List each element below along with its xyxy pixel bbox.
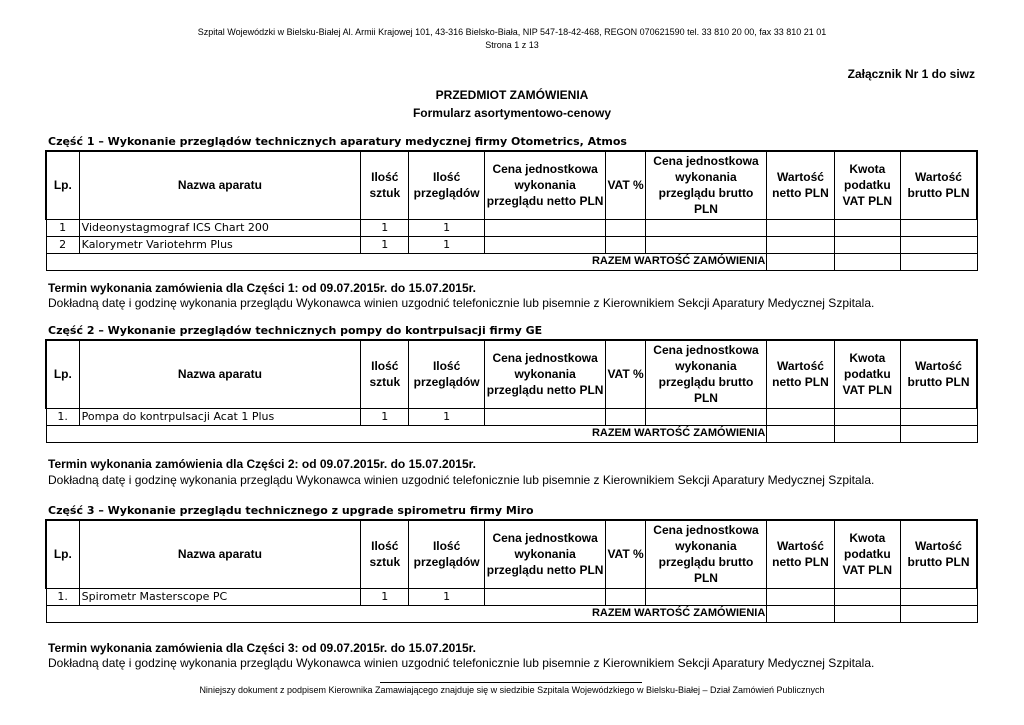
- col-qty: Ilość sztuk: [361, 520, 409, 588]
- part-3-term: Termin wykonania zamówienia dla Części 3: od 09.07.2015r. do 15.07.2015r.: [48, 641, 476, 655]
- col-unit-gross: Cena jednostkowa wykonania przeglądu brutto PLN: [645, 340, 767, 408]
- col-value-gross: Wartość brutto PLN: [901, 340, 978, 408]
- total-tax[interactable]: [834, 425, 900, 442]
- part-1-title: Część 1 – Wykonanie przeglądów technicznych aparatury medycznej firmy Otometrics, Atmos: [48, 135, 627, 148]
- cell-unit-gross[interactable]: [645, 219, 767, 236]
- total-value-gross[interactable]: [901, 253, 978, 270]
- total-label: RAZEM WARTOŚĆ ZAMÓWIENIA: [46, 425, 767, 442]
- cell-lp: 2: [46, 236, 79, 253]
- col-value-gross: Wartość brutto PLN: [901, 151, 978, 219]
- cell-qty: 1: [361, 408, 409, 425]
- cell-value-net[interactable]: [767, 588, 834, 605]
- document-subtitle: Formularz asortymentowo-cenowy: [412, 106, 612, 120]
- header-address: Szpital Wojewódzki w Bielsku-Białej Al. Armii Krajowej 101, 43-316 Bielsko-Biała, NIP 547-18-42-468, REGON 070621590 tel. 33 810 20 00, fax 33 810 21 01: [197, 27, 827, 37]
- cell-qty: 1: [361, 219, 409, 236]
- col-unit-gross: Cena jednostkowa wykonania przeglądu brutto PLN: [645, 520, 767, 588]
- footer-text: Niniejszy dokument z podpisem Kierownika Zamawiającego znajduje się w siedzibie Szpitala Wojewódzkiego w Bielsku-Białej – Dział Zamówień Publicznych: [199, 685, 825, 695]
- total-label: RAZEM WARTOŚĆ ZAMÓWIENIA: [46, 253, 767, 270]
- cell-value-gross[interactable]: [901, 236, 978, 253]
- cell-value-net[interactable]: [767, 236, 834, 253]
- cell-name: Kalorymetr Variotehrm Plus: [79, 236, 361, 253]
- total-value-net[interactable]: [767, 605, 834, 622]
- col-vat: VAT %: [606, 151, 645, 219]
- cell-tax[interactable]: [834, 408, 900, 425]
- col-reviews: Ilość przeglądów: [409, 340, 484, 408]
- cell-tax[interactable]: [834, 588, 900, 605]
- part-2-note: Dokładną datę i godzinę wykonania przeglądu Wykonawca winien uzgodnić telefonicznie lub pisemnie z Kierownikiem Sekcji Aparatury Medycznej Szpitala.: [48, 473, 875, 487]
- total-value-net[interactable]: [767, 425, 834, 442]
- table-row: [46, 408, 977, 425]
- cell-vat[interactable]: [606, 408, 645, 425]
- document-title: PRZEDMIOT ZAMÓWIENIA: [435, 88, 589, 102]
- col-value-net: Wartość netto PLN: [767, 151, 834, 219]
- cell-name: Pompa do kontrpulsacji Acat 1 Plus: [79, 408, 361, 425]
- col-tax: Kwota podatku VAT PLN: [834, 151, 900, 219]
- col-qty: Ilość sztuk: [361, 340, 409, 408]
- cell-reviews: 1: [409, 219, 484, 236]
- cell-lp: 1.: [46, 408, 79, 425]
- col-unit-net: Cena jednostkowa wykonania przeglądu netto PLN: [484, 340, 606, 408]
- cell-reviews: 1: [409, 236, 484, 253]
- table-row: [46, 236, 977, 253]
- col-lp: Lp.: [46, 340, 79, 408]
- cell-value-net[interactable]: [767, 408, 834, 425]
- cell-reviews: 1: [409, 408, 484, 425]
- col-name: Nazwa aparatu: [79, 520, 361, 588]
- cell-unit-gross[interactable]: [645, 236, 767, 253]
- col-value-net: Wartość netto PLN: [767, 340, 834, 408]
- cell-lp: 1.: [46, 588, 79, 605]
- part-1-term: Termin wykonania zamówienia dla Części 1: od 09.07.2015r. do 15.07.2015r.: [48, 281, 476, 295]
- table-header-row: [46, 151, 977, 219]
- part-2-table: [45, 339, 978, 443]
- col-tax: Kwota podatku VAT PLN: [834, 340, 900, 408]
- table-row: [46, 219, 977, 236]
- col-reviews: Ilość przeglądów: [409, 151, 484, 219]
- col-unit-net: Cena jednostkowa wykonania przeglądu netto PLN: [484, 151, 606, 219]
- cell-value-gross[interactable]: [901, 219, 978, 236]
- col-value-gross: Wartość brutto PLN: [901, 520, 978, 588]
- total-row: [46, 425, 977, 442]
- table-header-row: [46, 520, 977, 588]
- col-tax: Kwota podatku VAT PLN: [834, 520, 900, 588]
- total-label: RAZEM WARTOŚĆ ZAMÓWIENIA: [46, 605, 767, 622]
- col-name: Nazwa aparatu: [79, 340, 361, 408]
- cell-qty: 1: [361, 236, 409, 253]
- cell-qty: 1: [361, 588, 409, 605]
- col-qty: Ilość sztuk: [361, 151, 409, 219]
- part-1-table: [45, 150, 978, 271]
- cell-value-gross[interactable]: [901, 588, 978, 605]
- part-3-title: Część 3 – Wykonanie przeglądu technicznego z upgrade spirometru firmy Miro: [48, 504, 534, 517]
- total-row: [46, 605, 977, 622]
- total-tax[interactable]: [834, 605, 900, 622]
- col-vat: VAT %: [606, 340, 645, 408]
- part-1-note: Dokładną datę i godzinę wykonania przeglądu Wykonawca winien uzgodnić telefonicznie lub pisemnie z Kierownikiem Sekcji Aparatury Medycznej Szpitala.: [48, 296, 875, 310]
- total-value-gross[interactable]: [901, 425, 978, 442]
- cell-value-gross[interactable]: [901, 408, 978, 425]
- cell-vat[interactable]: [606, 236, 645, 253]
- cell-unit-net[interactable]: [484, 236, 606, 253]
- cell-unit-net[interactable]: [484, 408, 606, 425]
- cell-vat[interactable]: [606, 588, 645, 605]
- total-row: [46, 253, 977, 270]
- page-number: Strona 1 z 13: [485, 40, 539, 50]
- col-value-net: Wartość netto PLN: [767, 520, 834, 588]
- cell-vat[interactable]: [606, 219, 645, 236]
- total-value-net[interactable]: [767, 253, 834, 270]
- part-3-table: [45, 519, 978, 623]
- cell-tax[interactable]: [834, 219, 900, 236]
- cell-unit-gross[interactable]: [645, 588, 767, 605]
- cell-unit-net[interactable]: [484, 219, 606, 236]
- part-2-term: Termin wykonania zamówienia dla Części 2: od 09.07.2015r. do 15.07.2015r.: [48, 457, 476, 471]
- cell-tax[interactable]: [834, 236, 900, 253]
- total-tax[interactable]: [834, 253, 900, 270]
- col-reviews: Ilość przeglądów: [409, 520, 484, 588]
- col-lp: Lp.: [46, 151, 79, 219]
- cell-reviews: 1: [409, 588, 484, 605]
- cell-name: Spirometr Masterscope PC: [79, 588, 361, 605]
- cell-unit-net[interactable]: [484, 588, 606, 605]
- cell-value-net[interactable]: [767, 219, 834, 236]
- col-name: Nazwa aparatu: [79, 151, 361, 219]
- footer-divider: [380, 682, 642, 683]
- table-header-row: [46, 340, 977, 408]
- col-unit-gross: Cena jednostkowa wykonania przeglądu brutto PLN: [645, 151, 767, 219]
- cell-unit-gross[interactable]: [645, 408, 767, 425]
- part-3-note: Dokładną datę i godzinę wykonania przeglądu Wykonawca winien uzgodnić telefonicznie lub pisemnie z Kierownikiem Sekcji Aparatury Medycznej Szpitala.: [48, 656, 875, 670]
- attachment-label: Załącznik Nr 1 do siwz: [847, 67, 975, 81]
- col-lp: Lp.: [46, 520, 79, 588]
- cell-name: Videonystagmograf ICS Chart 200: [79, 219, 361, 236]
- col-vat: VAT %: [606, 520, 645, 588]
- total-value-gross[interactable]: [901, 605, 978, 622]
- part-2-title: Część 2 – Wykonanie przeglądów technicznych pompy do kontrpulsacji firmy GE: [48, 324, 543, 337]
- cell-lp: 1: [46, 219, 79, 236]
- table-row: [46, 588, 977, 605]
- col-unit-net: Cena jednostkowa wykonania przeglądu netto PLN: [484, 520, 606, 588]
